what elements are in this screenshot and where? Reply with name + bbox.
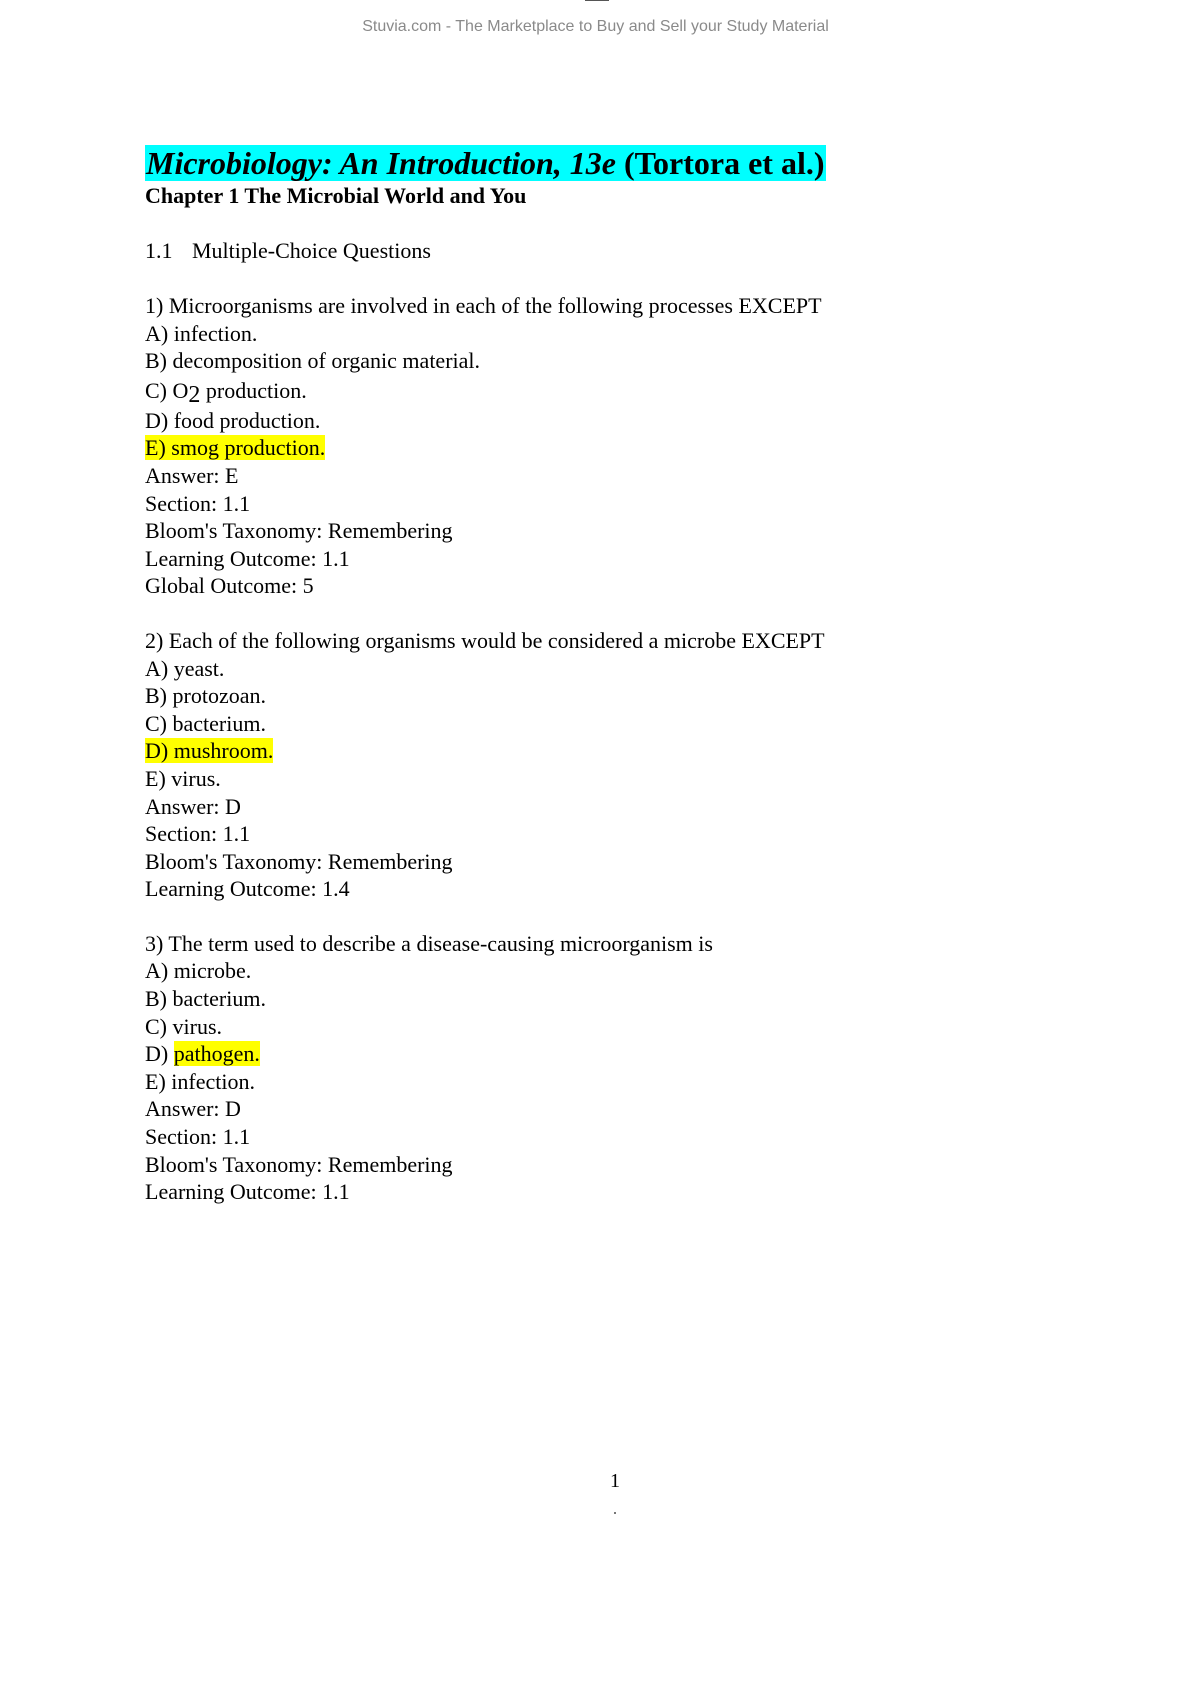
- option-d: D) food production.: [145, 407, 321, 433]
- blooms-line: Bloom's Taxonomy: Remembering: [145, 848, 453, 874]
- answer-highlight: E) smog production.: [145, 435, 326, 461]
- option-b: B) decomposition of organic material.: [145, 348, 481, 374]
- footer-mark: [614, 1512, 616, 1514]
- question-1: [145, 292, 1065, 600]
- book-title-authors: (Tortora et al.): [615, 145, 825, 181]
- answer-line: Answer: D: [145, 793, 241, 819]
- option-a: A) yeast.: [145, 655, 225, 681]
- option-c-prefix: C) O: [145, 377, 189, 403]
- book-title-italic: Microbiology: An Introduction, 13e: [146, 145, 616, 181]
- answer-line: Answer: D: [145, 1096, 241, 1122]
- option-e: E) infection.: [145, 1068, 255, 1094]
- book-title: [145, 145, 1065, 181]
- question-2: [145, 627, 1065, 903]
- page-number: 1: [610, 1470, 620, 1492]
- section-line: Section: 1.1: [145, 821, 251, 847]
- blooms-line: Bloom's Taxonomy: Remembering: [145, 518, 453, 544]
- option-e-correct: [145, 434, 1065, 462]
- top-edge-mark: [585, 0, 609, 3]
- option-a: A) microbe.: [145, 958, 252, 984]
- learning-outcome-line: Learning Outcome: 1.4: [145, 876, 350, 902]
- option-c: C) bacterium.: [145, 710, 266, 736]
- option-c: C) virus.: [145, 1013, 222, 1039]
- section-number: 1.1: [145, 238, 173, 263]
- option-b: B) bacterium.: [145, 986, 266, 1012]
- option-d-correct: [145, 1040, 1065, 1068]
- option-e: E) virus.: [145, 765, 221, 791]
- answer-highlight: D) mushroom.: [145, 738, 274, 764]
- question-prompt: 1) Microorganisms are involved in each of the following processes EXCEPT: [145, 293, 822, 318]
- option-a: A) infection.: [145, 320, 258, 346]
- document-content: [145, 145, 1065, 1206]
- learning-outcome-line: Learning Outcome: 1.1: [145, 1179, 350, 1205]
- question-prompt: 2) Each of the following organisms would be considered a microbe EXCEPT: [145, 627, 825, 653]
- section-title: Multiple-Choice Questions: [192, 238, 431, 263]
- option-c-suffix: production.: [200, 377, 307, 403]
- section-line: Section: 1.1: [145, 490, 251, 516]
- blooms-line: Bloom's Taxonomy: Remembering: [145, 1151, 453, 1177]
- book-title-highlight: [145, 145, 826, 181]
- question-prompt: 3) The term used to describe a disease-causing microorganism is: [145, 930, 713, 956]
- answer-line: Answer: E: [145, 462, 239, 488]
- section-line: Section: 1.1: [145, 1124, 251, 1150]
- option-d-prefix: D): [145, 1041, 174, 1067]
- chapter-heading: Chapter 1 The Microbial World and You: [145, 183, 527, 208]
- question-3: [145, 930, 1065, 1206]
- option-c: [145, 375, 1065, 407]
- learning-outcome-line: Learning Outcome: 1.1: [145, 545, 350, 571]
- option-d-correct: [145, 737, 1065, 765]
- option-c-subscript: 2: [188, 381, 201, 408]
- option-b: B) protozoan.: [145, 683, 266, 709]
- section-heading: [145, 237, 1065, 265]
- stuvia-watermark: Stuvia.com - The Marketplace to Buy and Sell your Study Material: [362, 18, 829, 35]
- answer-highlight: pathogen.: [173, 1041, 260, 1067]
- global-outcome-line: Global Outcome: 5: [145, 573, 314, 599]
